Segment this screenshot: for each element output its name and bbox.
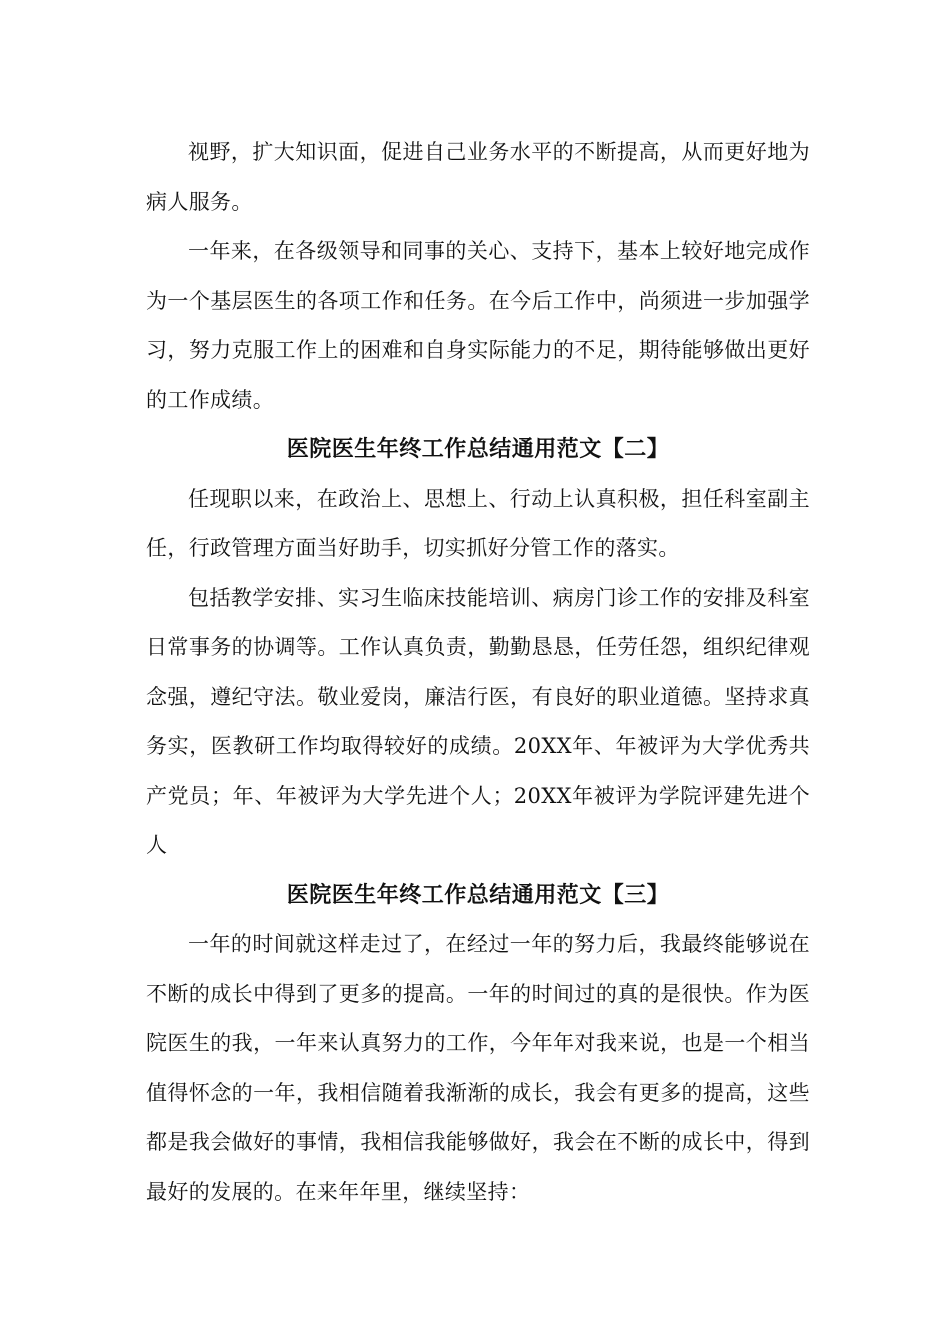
paragraph-current-position: 任现职以来，在政治上、思想上、行动上认真积极，担任科室副主任，行政管理方面当好助手，切实抓好分管工作的落实。	[146, 486, 810, 560]
paragraph-year-reflection: 一年的时间就这样走过了，在经过一年的努力后，我最终能够说在不断的成长中得到了更多的提高。一年的时间过的真的是很快。作为医院医生的我，一年来认真努力的工作，今年年对我来说，也是一个相当值得怀念的一年，我相信随着我渐渐的成长，我会有更多的提高，这些都是我会做好的事情，我相信我能够做好，我会在不断的成长中，得到最好的发展的。在来年年里，继续坚持：	[146, 932, 810, 1204]
paragraph-one-year-summary: 一年来，在各级领导和同事的关心、支持下，基本上较好地完成作为一个基层医生的各项工作和任务。在今后工作中，尚须进一步加强学习，努力克服工作上的困难和自身实际能力的不足，期待能够做出更好的工作成绩。	[146, 239, 810, 412]
section-heading-three: 医院医生年终工作总结通用范文【三】	[286, 882, 670, 908]
section-heading-two: 医院医生年终工作总结通用范文【二】	[286, 437, 670, 462]
paragraph-continuation: 视野，扩大知识面，促进自己业务水平的不断提高，从而更好地为病人服务。	[146, 140, 810, 214]
document-body	[146, 128, 810, 1217]
paragraph-duties-and-honors: 包括教学安排、实习生临床技能培训、病房门诊工作的安排及科室日常事务的协调等。工作认真负责，勤勤恳恳，任劳任怨，组织纪律观念强，遵纪守法。敬业爱岗，廉洁行医，有良好的职业道德。坚持求真务实，医教研工作均取得较好的成绩。20XX年、年被评为大学优秀共产党员；年、年被评为大学先进个人；20XX年被评为学院评建先进个人	[146, 585, 810, 857]
